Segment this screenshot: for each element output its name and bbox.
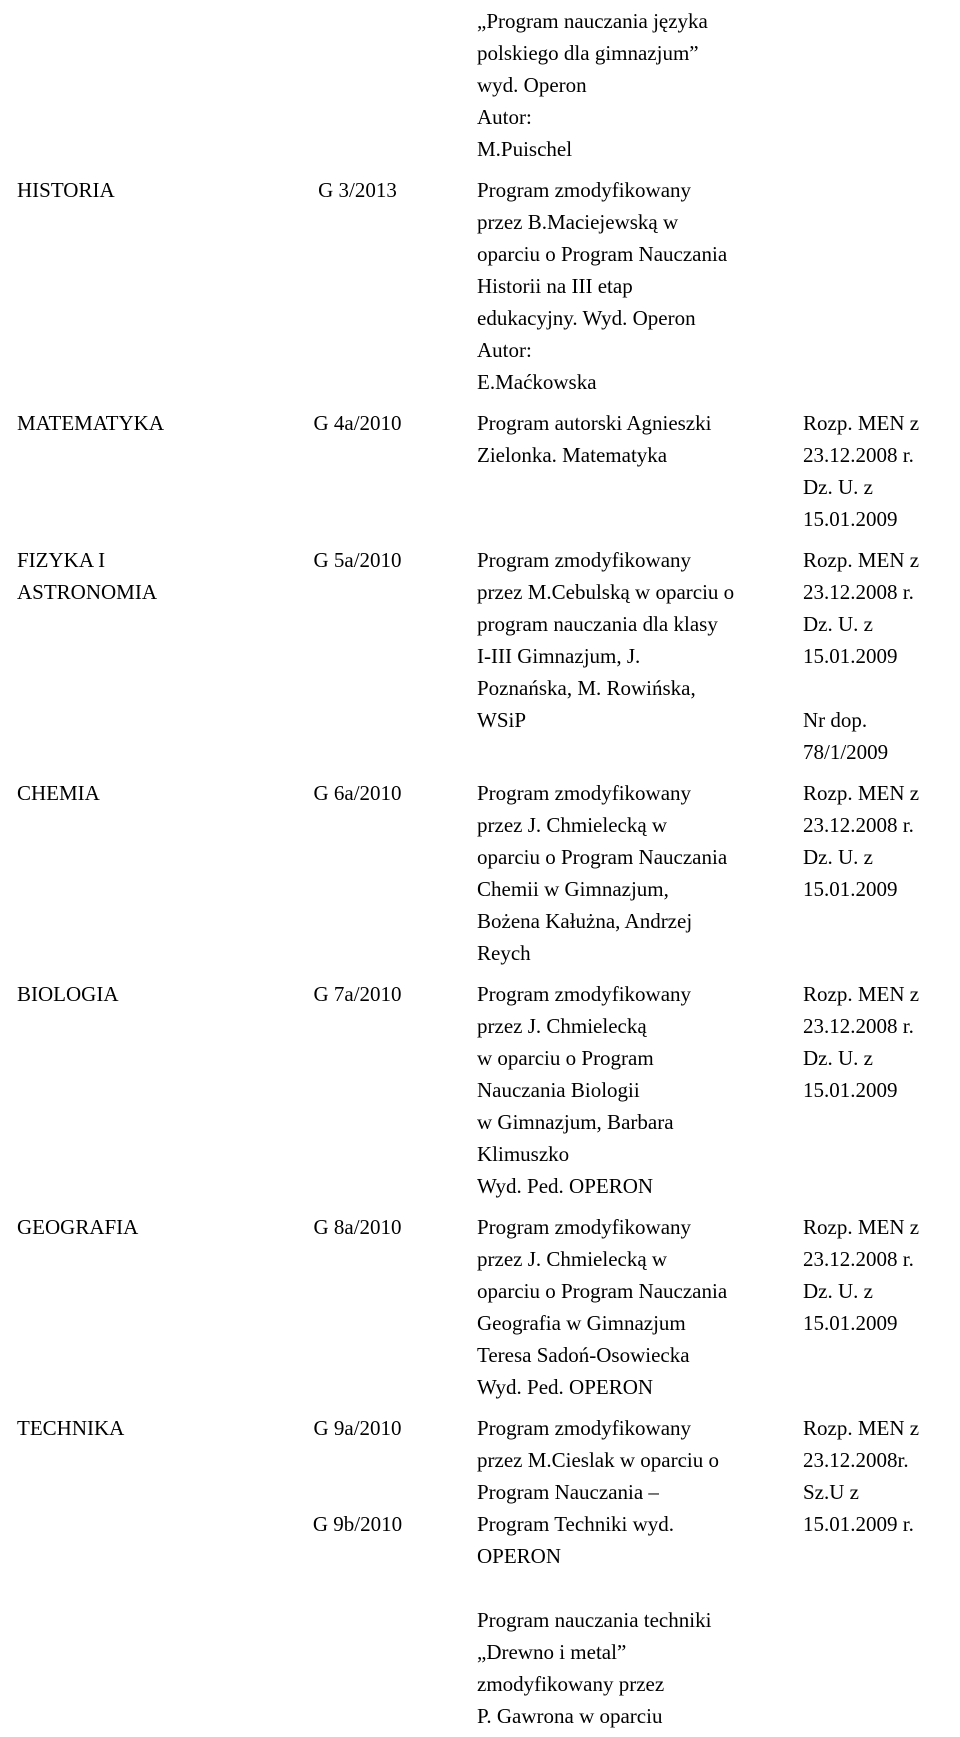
cell-text-line: I-III Gimnazjum, J. [477, 640, 776, 672]
program-number-cell [249, 1, 461, 170]
cell-text-line: GEOGRAFIA [17, 1211, 238, 1243]
table-row [1, 1207, 960, 1408]
subject-cell [1, 540, 249, 773]
cell-text-line: 15.01.2009 [803, 640, 950, 672]
program-description-cell [461, 170, 787, 403]
table-body [1, 1, 960, 1737]
cell-text-line: Program Nauczania – [477, 1476, 776, 1508]
cell-text-line: Rozp. MEN z [803, 407, 950, 439]
cell-text-line: Program Techniki wyd. [477, 1508, 776, 1540]
cell-text-line: WSiP [477, 704, 776, 736]
cell-text-line: Program zmodyfikowany [477, 777, 776, 809]
cell-text-line: G 4a/2010 [265, 407, 450, 439]
cell-text-line: MATEMATYKA [17, 407, 238, 439]
cell-text-line: FIZYKA I [17, 544, 238, 576]
cell-text-line: G 7a/2010 [265, 978, 450, 1010]
cell-text-line: wyd. Operon [477, 69, 776, 101]
cell-text-line: Rozp. MEN z [803, 978, 950, 1010]
cell-text-line: przez B.Maciejewską w [477, 206, 776, 238]
cell-text-line: Sz.U z [803, 1476, 950, 1508]
program-description-cell [461, 773, 787, 974]
cell-text-line: 23.12.2008r. [803, 1444, 950, 1476]
program-number-cell [249, 773, 461, 974]
cell-text-line: Dz. U. z [803, 1042, 950, 1074]
cell-text-line: Rozp. MEN z [803, 1412, 950, 1444]
program-description-cell [461, 540, 787, 773]
cell-text-line: G 9a/2010 [265, 1412, 450, 1444]
cell-text-line: G 3/2013 [265, 174, 450, 206]
cell-text-line: TECHNIKA [17, 1412, 238, 1444]
approval-cell [787, 773, 960, 974]
blank-line [265, 1476, 450, 1508]
program-number-cell [249, 974, 461, 1207]
cell-text-line: Program autorski Agnieszki [477, 407, 776, 439]
table-row [1, 773, 960, 974]
cell-text-line: CHEMIA [17, 777, 238, 809]
cell-text-line: zmodyfikowany przez [477, 1668, 776, 1700]
cell-text-line: „Drewno i metal” [477, 1636, 776, 1668]
cell-text-line: 15.01.2009 [803, 1307, 950, 1339]
cell-text-line: Rozp. MEN z [803, 1211, 950, 1243]
subject-cell [1, 773, 249, 974]
cell-text-line: program nauczania dla klasy [477, 608, 776, 640]
cell-text-line: ASTRONOMIA [17, 576, 238, 608]
blank-line [803, 672, 950, 704]
table-row [1, 170, 960, 403]
cell-text-line: Autor: [477, 334, 776, 366]
cell-text-line: 23.12.2008 r. [803, 1010, 950, 1042]
cell-text-line: polskiego dla gimnazjum” [477, 37, 776, 69]
cell-text-line: Dz. U. z [803, 471, 950, 503]
cell-text-line: HISTORIA [17, 174, 238, 206]
program-description-cell [461, 1, 787, 170]
cell-text-line: 15.01.2009 [803, 873, 950, 905]
blank-line [265, 1444, 450, 1476]
cell-text-line: Rozp. MEN z [803, 544, 950, 576]
table-row [1, 974, 960, 1207]
program-description-cell [461, 1408, 787, 1737]
cell-text-line: Historii na III etap [477, 270, 776, 302]
program-number-cell [249, 1207, 461, 1408]
cell-text-line: Reych [477, 937, 776, 969]
cell-text-line: oparciu o Program Nauczania [477, 238, 776, 270]
cell-text-line: Klimuszko [477, 1138, 776, 1170]
blank-line [477, 1572, 776, 1604]
cell-text-line: przez M.Cebulską w oparciu o [477, 576, 776, 608]
cell-text-line: 78/1/2009 [803, 736, 950, 768]
cell-text-line: Program zmodyfikowany [477, 978, 776, 1010]
cell-text-line: 15.01.2009 [803, 1074, 950, 1106]
cell-text-line: G 5a/2010 [265, 544, 450, 576]
approval-cell [787, 1408, 960, 1737]
subject-cell [1, 1408, 249, 1737]
cell-text-line: M.Puischel [477, 133, 776, 165]
approval-cell [787, 1207, 960, 1408]
cell-text-line: Chemii w Gimnazjum, [477, 873, 776, 905]
cell-text-line: Dz. U. z [803, 1275, 950, 1307]
cell-text-line: E.Maćkowska [477, 366, 776, 398]
cell-text-line: P. Gawrona w oparciu [477, 1700, 776, 1732]
cell-text-line: Poznańska, M. Rowińska, [477, 672, 776, 704]
cell-text-line: Geografia w Gimnazjum [477, 1307, 776, 1339]
program-number-cell [249, 170, 461, 403]
cell-text-line: 15.01.2009 [803, 503, 950, 535]
cell-text-line: OPERON [477, 1540, 776, 1572]
approval-cell [787, 403, 960, 540]
program-number-cell [249, 403, 461, 540]
cell-text-line: BIOLOGIA [17, 978, 238, 1010]
subject-cell [1, 403, 249, 540]
cell-text-line: 23.12.2008 r. [803, 1243, 950, 1275]
cell-text-line: Nauczania Biologii [477, 1074, 776, 1106]
program-number-cell [249, 540, 461, 773]
cell-text-line: 23.12.2008 r. [803, 809, 950, 841]
table-row [1, 1, 960, 170]
table-row [1, 1408, 960, 1737]
program-description-cell [461, 974, 787, 1207]
cell-text-line: Wyd. Ped. OPERON [477, 1170, 776, 1202]
cell-text-line: Autor: [477, 101, 776, 133]
cell-text-line: Dz. U. z [803, 608, 950, 640]
approval-cell [787, 540, 960, 773]
subject-cell [1, 1207, 249, 1408]
table-row [1, 403, 960, 540]
cell-text-line: G 6a/2010 [265, 777, 450, 809]
subject-cell [1, 1, 249, 170]
cell-text-line: w oparciu o Program [477, 1042, 776, 1074]
program-number-cell [249, 1408, 461, 1737]
cell-text-line: Program zmodyfikowany [477, 1211, 776, 1243]
cell-text-line: Program zmodyfikowany [477, 174, 776, 206]
cell-text-line: G 9b/2010 [265, 1508, 450, 1540]
cell-text-line: przez J. Chmielecką [477, 1010, 776, 1042]
approval-cell [787, 170, 960, 403]
cell-text-line: 23.12.2008 r. [803, 439, 950, 471]
cell-text-line: Rozp. MEN z [803, 777, 950, 809]
cell-text-line: 15.01.2009 r. [803, 1508, 950, 1540]
subject-cell [1, 170, 249, 403]
cell-text-line: G 8a/2010 [265, 1211, 450, 1243]
cell-text-line: Bożena Kałużna, Andrzej [477, 905, 776, 937]
approval-cell [787, 1, 960, 170]
cell-text-line: w Gimnazjum, Barbara [477, 1106, 776, 1138]
cell-text-line: „Program nauczania języka [477, 5, 776, 37]
cell-text-line: Zielonka. Matematyka [477, 439, 776, 471]
cell-text-line: Program zmodyfikowany [477, 544, 776, 576]
cell-text-line: przez J. Chmielecką w [477, 809, 776, 841]
cell-text-line: Dz. U. z [803, 841, 950, 873]
cell-text-line: Wyd. Ped. OPERON [477, 1371, 776, 1403]
cell-text-line: edukacyjny. Wyd. Operon [477, 302, 776, 334]
table-row [1, 540, 960, 773]
approval-cell [787, 974, 960, 1207]
cell-text-line: Program zmodyfikowany [477, 1412, 776, 1444]
cell-text-line: 23.12.2008 r. [803, 576, 950, 608]
cell-text-line: przez M.Cieslak w oparciu o [477, 1444, 776, 1476]
program-description-cell [461, 1207, 787, 1408]
cell-text-line: oparciu o Program Nauczania [477, 841, 776, 873]
cell-text-line: Teresa Sadoń-Osowiecka [477, 1339, 776, 1371]
program-description-cell [461, 403, 787, 540]
cell-text-line: przez J. Chmielecką w [477, 1243, 776, 1275]
cell-text-line: oparciu o Program Nauczania [477, 1275, 776, 1307]
cell-text-line: Nr dop. [803, 704, 950, 736]
subject-cell [1, 974, 249, 1207]
cell-text-line: Program nauczania techniki [477, 1604, 776, 1636]
